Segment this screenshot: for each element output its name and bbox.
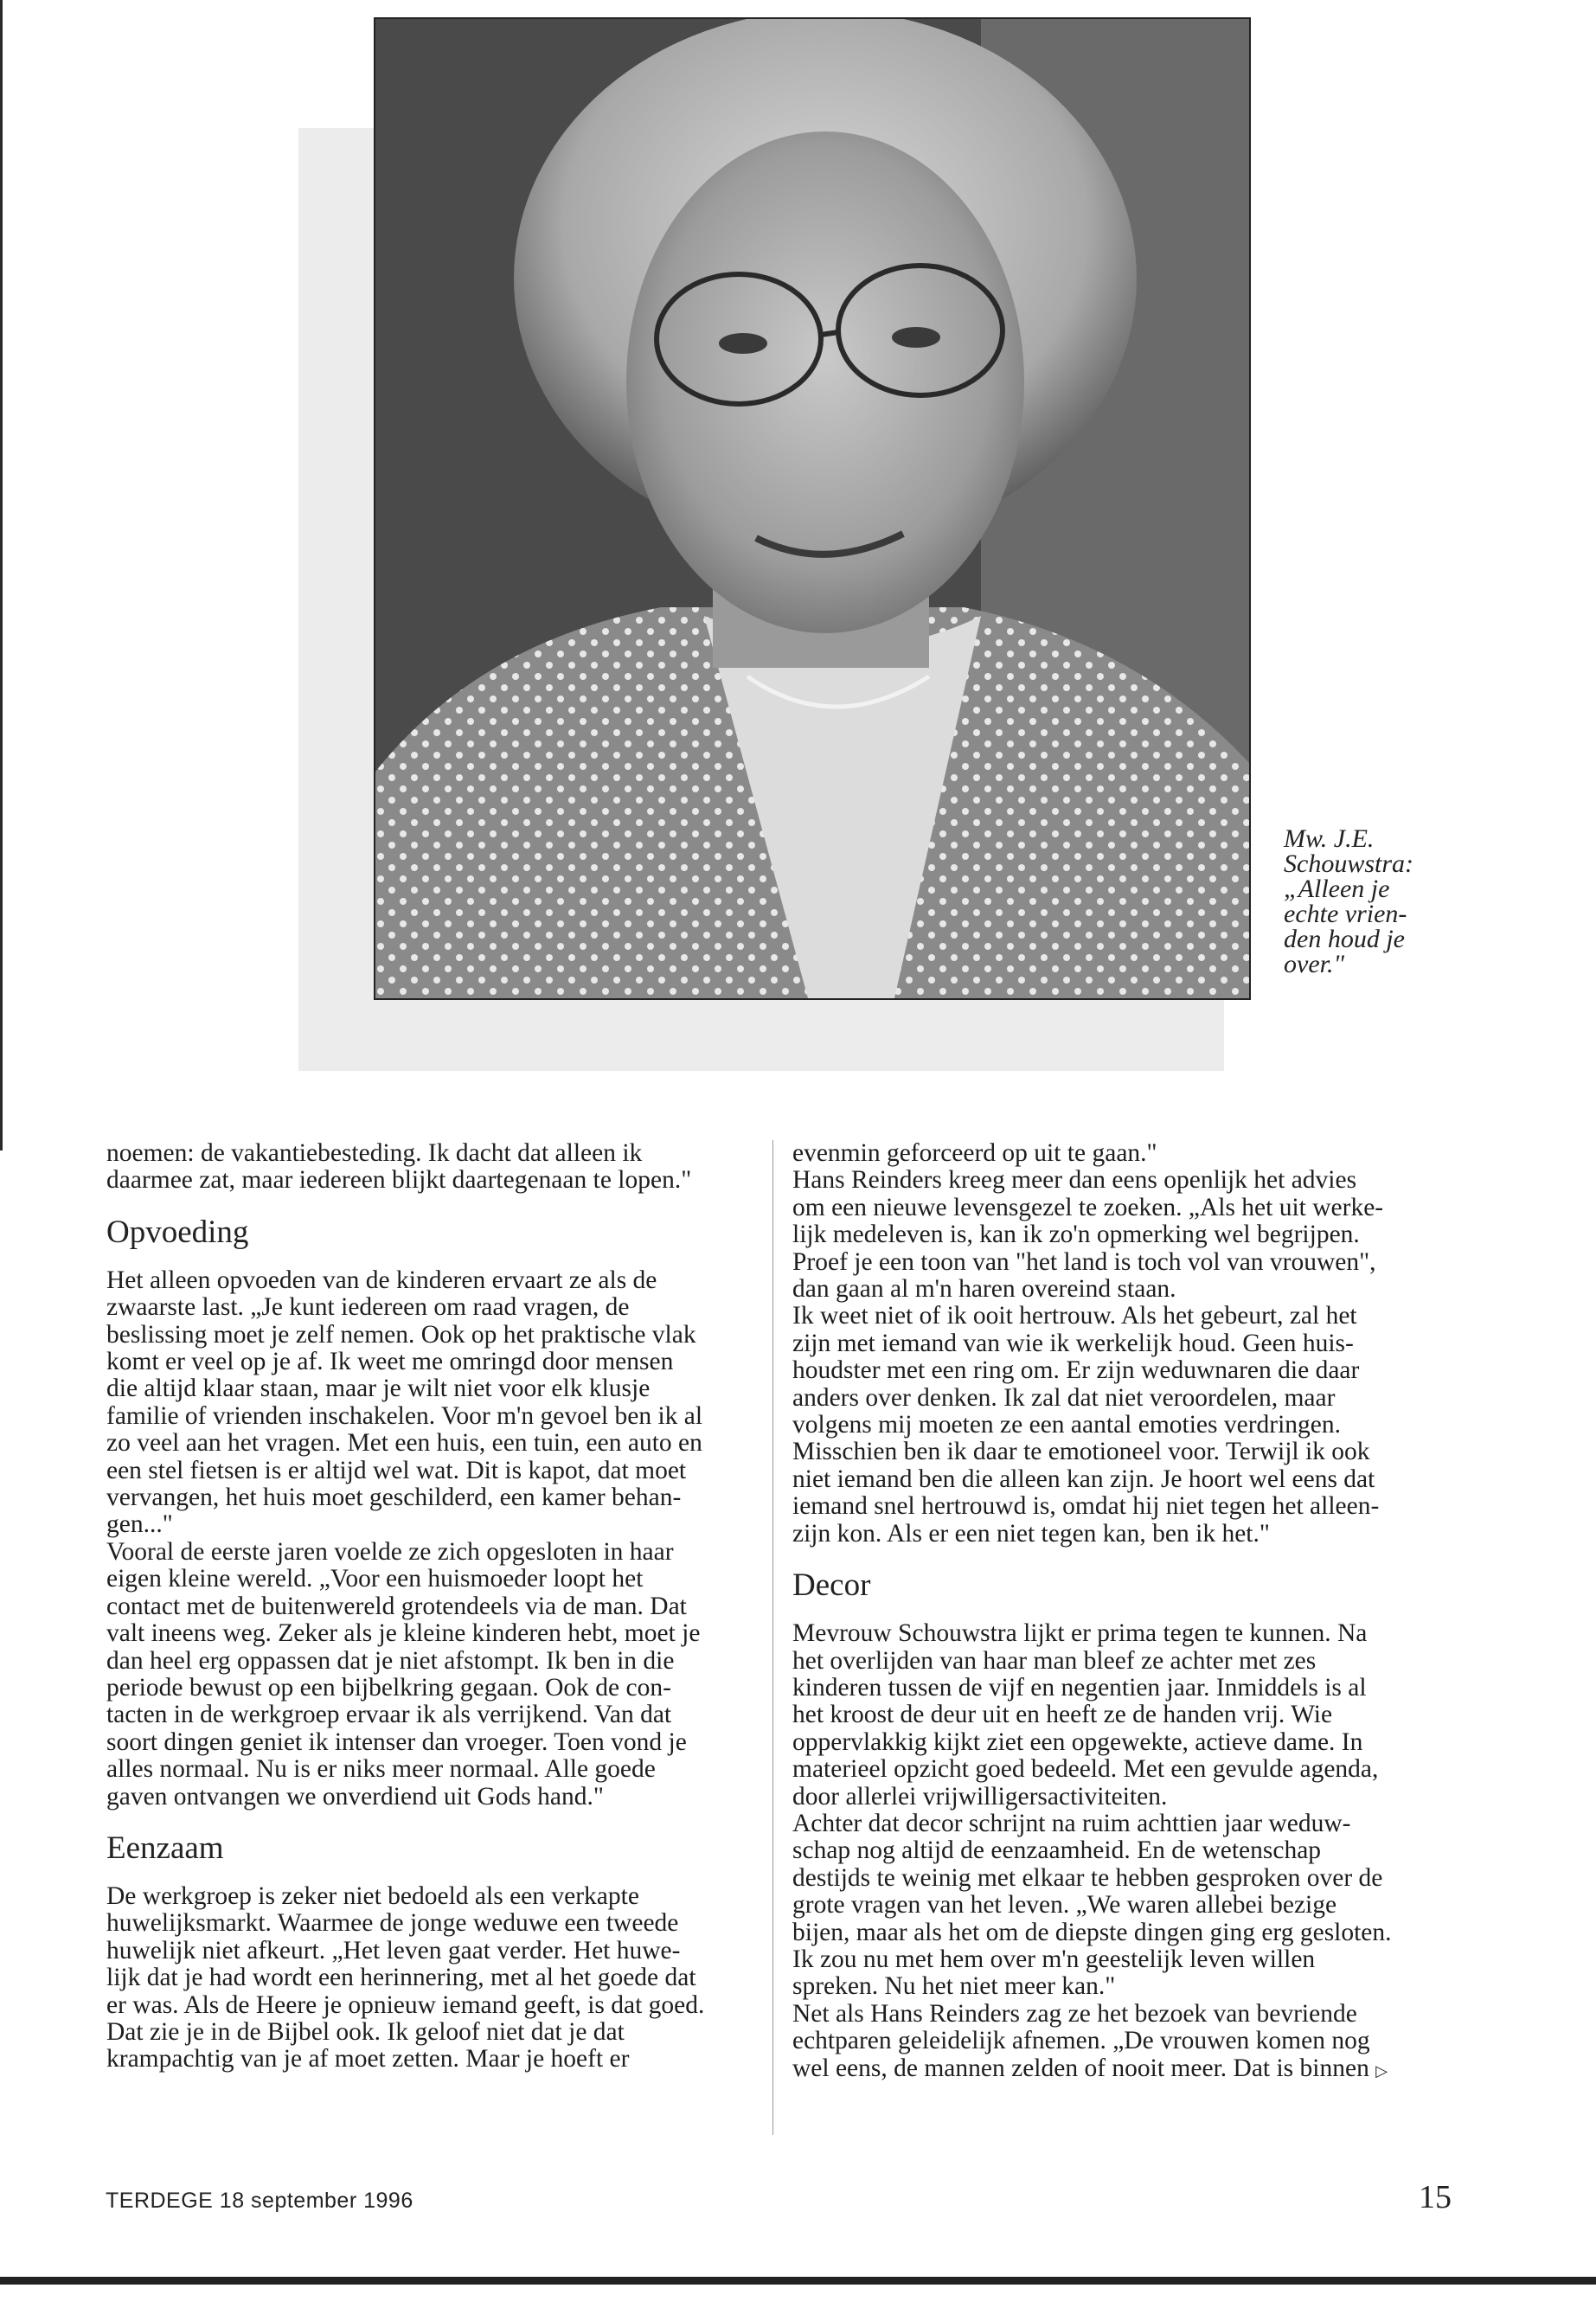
text-line: valt ineens weg. Zeker als je kleine kinderen hebt, moet je — [106, 1619, 701, 1648]
text-line: huwelijk niet afkeurt. „Het leven gaat verder. Het huwe- — [106, 1936, 681, 1965]
text-line: Ik zou nu met hem over m'n geestelijk leven willen — [792, 1945, 1316, 1973]
text-line: noemen: de vakantiebesteding. Ik dacht dat alleen ik — [106, 1139, 643, 1167]
paragraph — [792, 1811, 1467, 2001]
text-line: een stel fietsen is er altijd wel wat. Dit is kapot, dat moet — [106, 1456, 687, 1484]
portrait-photo — [374, 17, 1251, 1000]
text-line: zijn kon. Als er een niet tegen kan, ben ik het." — [792, 1519, 1270, 1548]
left-column — [106, 1140, 781, 2073]
bottom-rule — [0, 2277, 1596, 2285]
text-line: soort dingen geniet ik intenser dan vroeger. Toen vond je — [106, 1727, 687, 1756]
text-line: alles normaal. Nu is er niks meer normaal. Alle goede — [106, 1755, 656, 1784]
caption-line: echte vrien- — [1284, 900, 1407, 928]
text-line: krampachtig van je af moet zetten. Maar je hoeft er — [106, 2045, 630, 2073]
text-line: Dat zie je in de Bijbel ook. Ik geloof niet dat je dat — [106, 2017, 625, 2046]
text-line: iemand snel hertrouwd is, omdat hij niet tegen het alleen- — [792, 1492, 1380, 1521]
text-line: contact met de buitenwereld grotendeels via de man. Dat — [106, 1592, 687, 1620]
text-line: daarmee zat, maar iedereen blijkt daartegenaan te lopen." — [106, 1166, 692, 1195]
text-line: Net als Hans Reinders zag ze het bezoek van bevriende — [792, 1999, 1357, 2028]
paragraph — [792, 1140, 1467, 1167]
paragraph — [792, 2001, 1467, 2085]
text-line: evenmin geforceerd op uit te gaan." — [792, 1139, 1157, 1167]
paragraph — [792, 1167, 1467, 1303]
text-line: komt er veel op je af. Ik weet me omringd door mensen — [106, 1348, 674, 1376]
text-line: het overlijden van haar man bleef ze achter met zes — [792, 1646, 1317, 1675]
text-line: zwaarste last. „Je kunt iedereen om raad vragen, de — [106, 1293, 630, 1322]
paragraph — [792, 1620, 1467, 1811]
caption-line: den houd je — [1284, 925, 1405, 953]
caption-line: Mw. J.E. — [1284, 824, 1375, 853]
text-line: echtparen geleidelijk afnemen. „De vrouwen komen nog — [792, 2027, 1370, 2055]
right-column — [792, 1140, 1467, 2085]
text-line: eigen kleine wereld. „Voor een huismoeder loopt het — [106, 1565, 644, 1593]
text-line: om een nieuwe levensgezel te zoeken. „Als het uit werke- — [792, 1193, 1384, 1221]
section-heading: Opvoeding — [106, 1214, 249, 1250]
text-line: dan heel erg oppassen dat je niet afstompt. Ik ben in die — [106, 1646, 675, 1675]
text-line: zo veel aan het vragen. Met een huis, een tuin, een auto en — [106, 1429, 702, 1458]
text-line: Mevrouw Schouwstra lijkt er prima tegen te kunnen. Na — [792, 1619, 1368, 1648]
text-line: lijk dat je had wordt een herinnering, met al het goede dat — [106, 1964, 696, 1992]
text-line: anders over denken. Ik zal dat niet veroordelen, maar — [792, 1383, 1336, 1412]
face — [626, 131, 1024, 633]
column-divider — [772, 1140, 773, 2135]
text-line: schap nog altijd de eenzaamheid. En de wetenschap — [792, 1836, 1322, 1865]
text-line: vervangen, het huis moet geschilderd, een kamer behan- — [106, 1484, 682, 1512]
text-line: grote vragen van het leven. „We waren allebei bezige — [792, 1891, 1337, 1920]
paragraph — [106, 1267, 781, 1539]
text-line: De werkgroep is zeker niet bedoeld als een verkapte — [106, 1881, 639, 1910]
portrait-illustration — [375, 19, 1249, 998]
text-line: het kroost de deur uit en heeft ze de handen vrij. Wie — [792, 1701, 1333, 1729]
section-heading: Eenzaam — [106, 1830, 224, 1866]
text-line: dan gaan al m'n haren overeind staan. — [792, 1275, 1176, 1304]
text-line: oppervlakkig kijkt ziet een opgewekte, actieve dame. In — [792, 1727, 1363, 1756]
caption-line: „Alleen je — [1284, 875, 1390, 903]
text-line: Misschien ben ik daar te emotioneel voor. Terwijl ik ook — [792, 1438, 1370, 1466]
publication-footer: TERDEGE 18 september 1996 — [106, 2189, 413, 2213]
text-line: huwelijksmarkt. Waarmee de jonge weduwe een tweede — [106, 1909, 679, 1938]
continue-arrow-icon: ▷ — [1375, 2061, 1388, 2080]
paragraph — [106, 1140, 781, 1195]
page-edge — [0, 0, 3, 1150]
text-line: spreken. Nu het niet meer kan." — [792, 1972, 1116, 2001]
text-line: tacten in de werkgroep ervaar ik als verrijkend. Van dat — [106, 1701, 672, 1729]
text-line: zijn met iemand van wie ik werkelijk houd. Geen huis- — [792, 1329, 1354, 1357]
text-line: Het alleen opvoeden van de kinderen ervaart ze als de — [106, 1266, 657, 1294]
text-line: periode bewust op een bijbelkring gegaan. Ook de con- — [106, 1673, 671, 1702]
text-line: beslissing moet je zelf nemen. Ook op het praktische vlak — [106, 1320, 696, 1349]
paragraph — [792, 1303, 1467, 1548]
text-line: wel eens, de mannen zelden of nooit meer. Dat is binnen — [792, 2054, 1369, 2082]
paragraph — [106, 1883, 781, 2073]
text-line: destijds te weinig met elkaar te hebben gesproken over de — [792, 1863, 1383, 1892]
text-line: er was. Als de Heere je opnieuw iemand geeft, is dat goed. — [106, 1990, 705, 2019]
text-line: gaven ontvangen we onverdiend uit Gods hand." — [106, 1782, 604, 1811]
text-line: niet iemand ben die alleen kan zijn. Je hoort wel eens dat — [792, 1465, 1375, 1493]
caption-line: Schouwstra: — [1284, 849, 1413, 878]
text-line: kinderen tussen de vijf en negentien jaar. Inmiddels is al — [792, 1673, 1367, 1702]
text-line: Proef je een toon van "het land is toch vol van vrouwen", — [792, 1247, 1376, 1276]
text-line: gen..." — [106, 1510, 173, 1539]
text-line: Achter dat decor schrijnt na ruim achttien jaar weduw- — [792, 1809, 1351, 1837]
text-line: door allerlei vrijwilligersactiviteiten. — [792, 1782, 1168, 1811]
text-line: houdster met een ring om. Er zijn weduwnaren die daar — [792, 1356, 1360, 1385]
text-line: bijen, maar als het om de diepste dingen ging erg gesloten. — [792, 1918, 1392, 1946]
text-line: Vooral de eerste jaren voelde ze zich opgesloten in haar — [106, 1537, 674, 1566]
text-line: materieel opzicht goed bedeeld. Met een gevulde agenda, — [792, 1755, 1379, 1784]
section-heading: Decor — [792, 1567, 871, 1604]
caption-line: over." — [1284, 950, 1345, 978]
text-line: familie of vrienden inschakelen. Voor m'n gevoel ben ik al — [106, 1401, 703, 1430]
text-line: volgens mij moeten ze een aantal emoties verdringen. — [792, 1411, 1342, 1439]
page-number: 15 — [1419, 2179, 1452, 2215]
text-line: Hans Reinders kreeg meer dan eens openlijk het advies — [792, 1166, 1357, 1195]
text-line: die altijd klaar staan, maar je wilt niet voor elk klusje — [106, 1375, 651, 1403]
text-line: lijk medeleven is, kan ik zo'n opmerking wel begrijpen. — [792, 1221, 1360, 1249]
paragraph — [106, 1539, 781, 1811]
text-line: Ik weet niet of ik ooit hertrouw. Als het gebeurt, zal het — [792, 1302, 1357, 1330]
photo-caption — [1284, 826, 1422, 977]
